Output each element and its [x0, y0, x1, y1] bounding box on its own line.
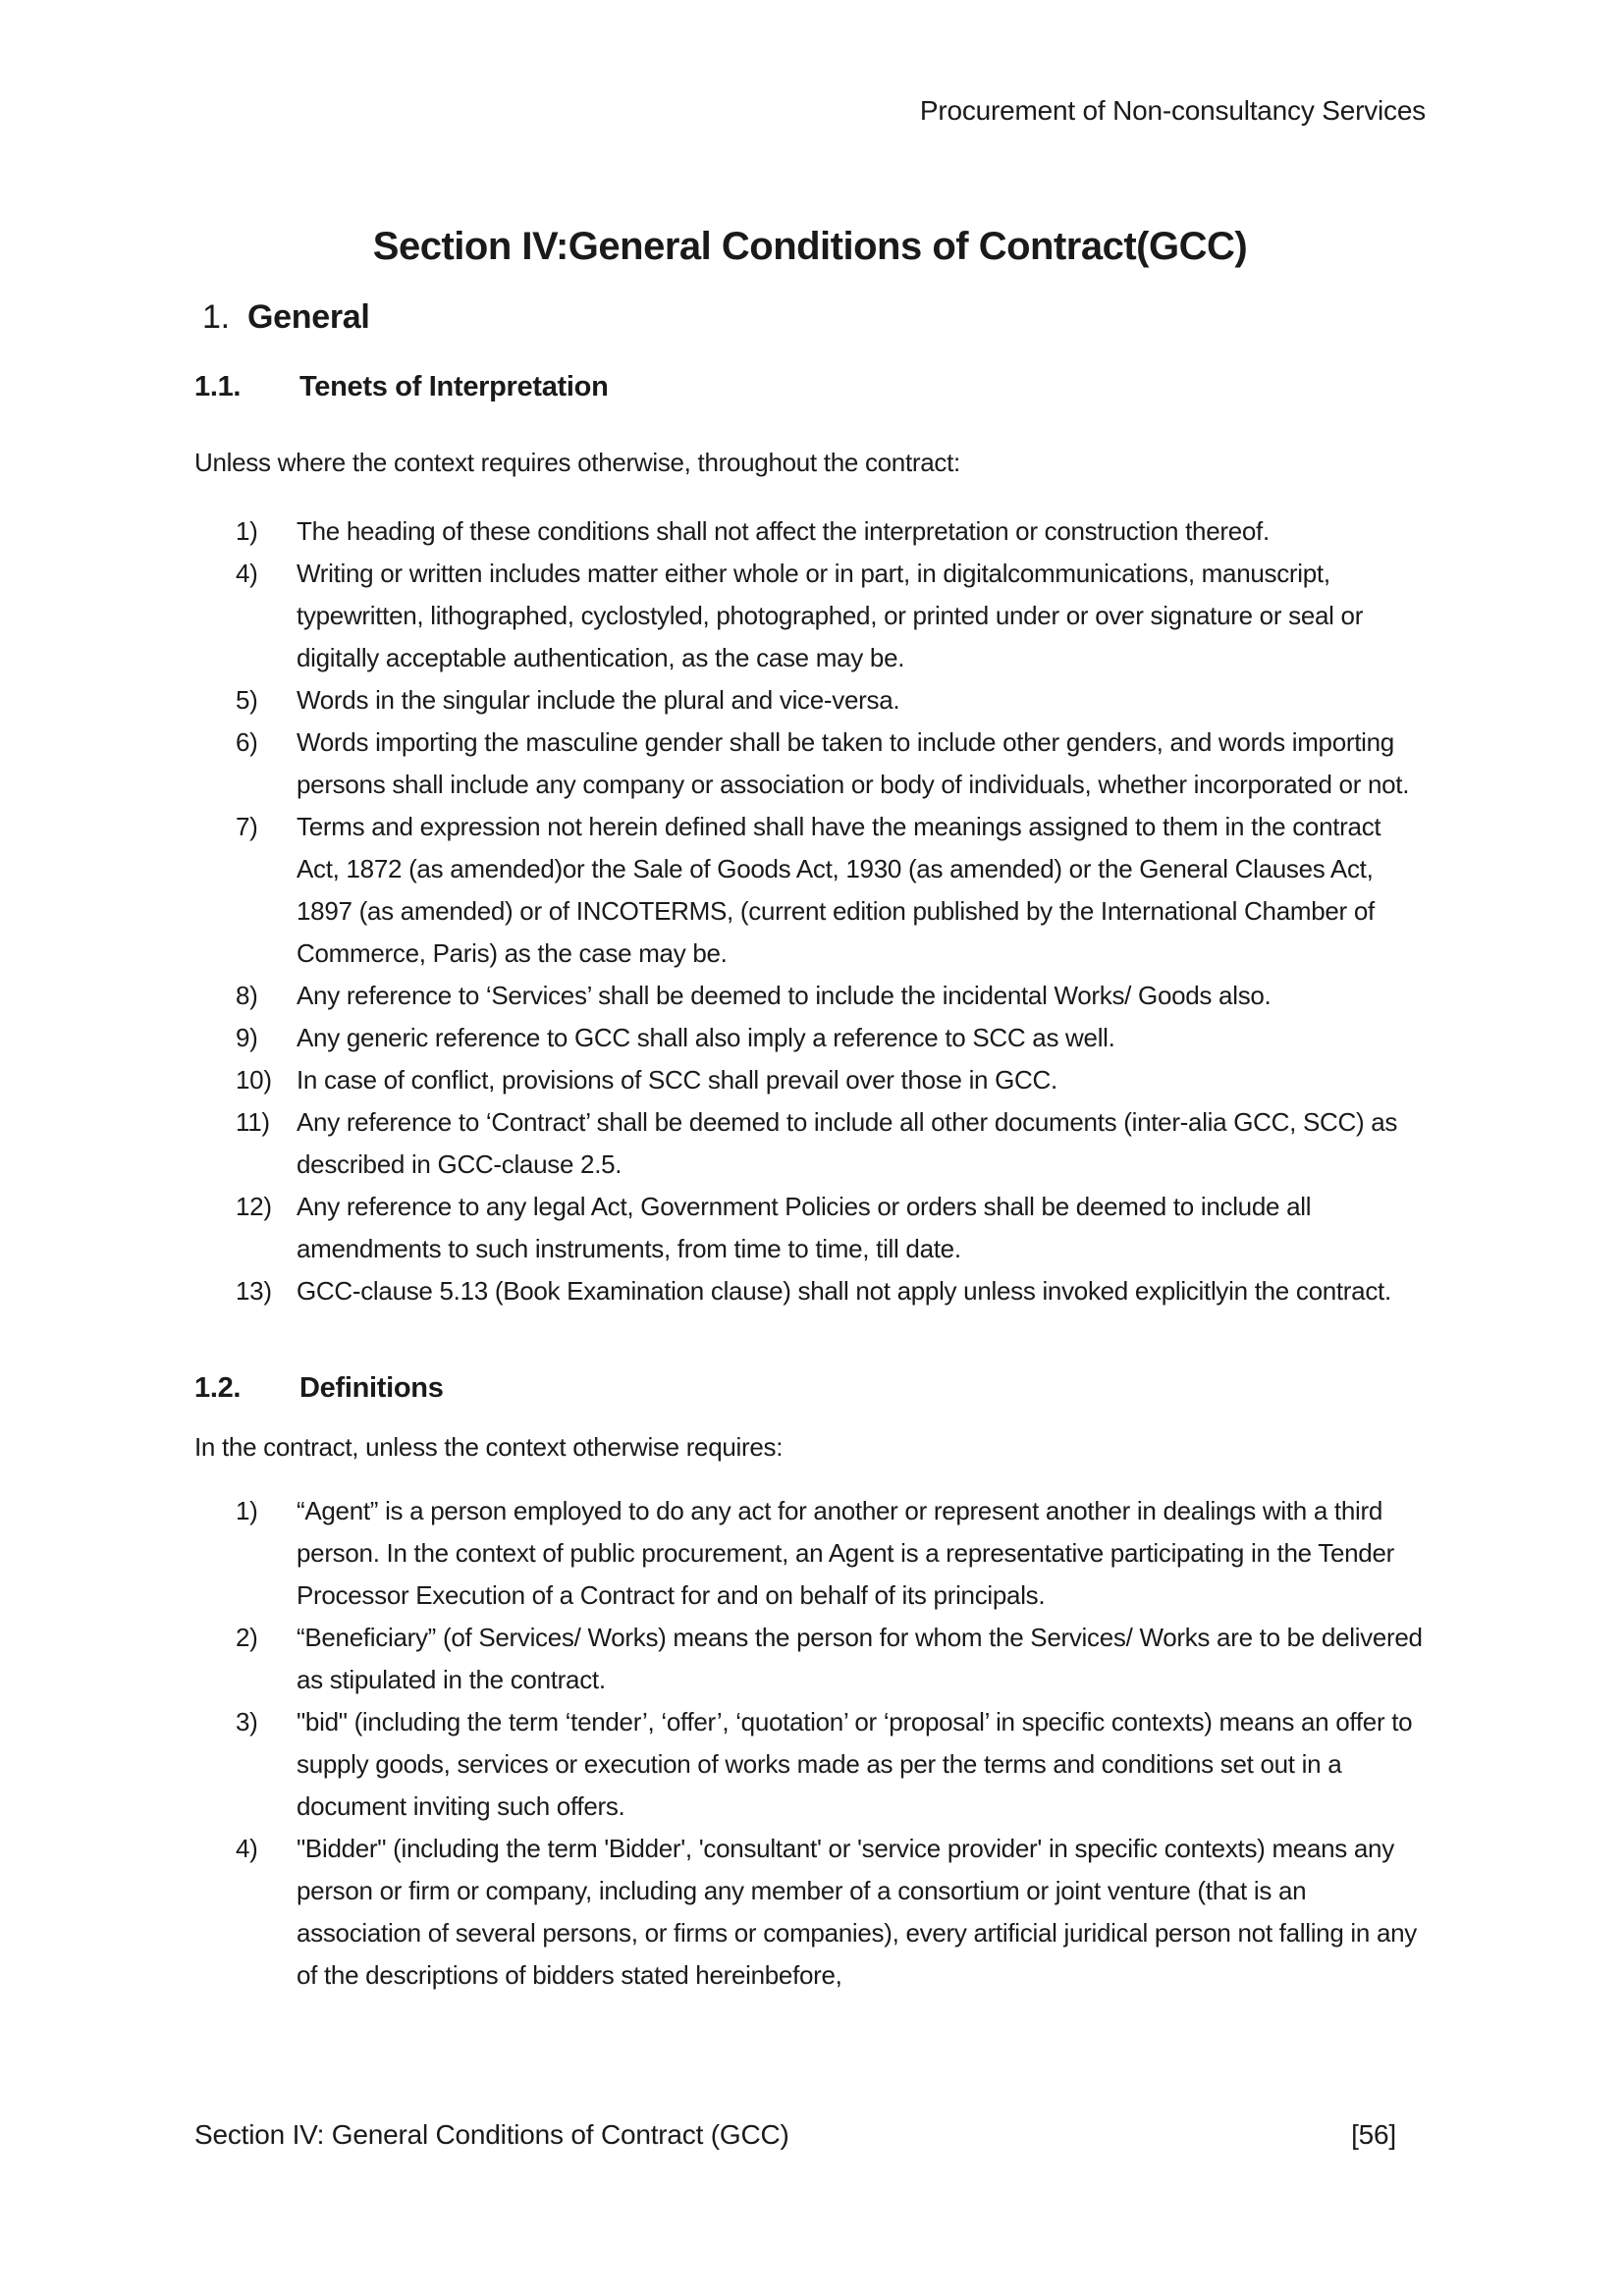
page-footer [194, 2118, 1426, 2151]
item-number: 13) [236, 1276, 272, 1306]
definitions-intro-paragraph: In the contract, unless the context otherwise requires: [194, 1432, 784, 1462]
item-number: 2) [236, 1623, 258, 1652]
list-item [194, 806, 1426, 975]
tenets-list [194, 510, 1426, 1312]
section-number: 1. [202, 298, 230, 336]
list-item [194, 1490, 1426, 1617]
item-number: 12) [236, 1192, 272, 1221]
item-text: Words in the singular include the plural and vice-versa. [297, 685, 900, 715]
list-item [194, 975, 1426, 1017]
item-text: “Agent” is a person employed to do any act for another or represent another in dealings with a third person. In the context of public procurement, an Agent is a representative participating in the Tender Processor Execution of a Contract for and on behalf of its principals. [297, 1496, 1394, 1610]
document-title: Section IV:General Conditions of Contract(GCC) [372, 225, 1248, 268]
item-number: 7) [236, 812, 258, 841]
item-number: 5) [236, 685, 258, 715]
item-text: "Bidder" (including the term 'Bidder', 'consultant' or 'service provider' in specific contexts) means any person or firm or company, including any member of a consortium or joint venture (that is an association of several persons, or firms or companies), every artificial juridical person not falling in any of the descriptions of bidders stated hereinbefore, [297, 1834, 1418, 1990]
item-number: 4) [236, 559, 258, 588]
list-item [194, 1828, 1426, 1997]
item-number: 6) [236, 727, 258, 757]
list-item [194, 1059, 1426, 1101]
list-item [194, 1186, 1426, 1270]
item-text: GCC-clause 5.13 (Book Examination clause) shall not apply unless invoked explicitlyin the contract. [297, 1276, 1391, 1306]
item-number: 10) [236, 1065, 272, 1095]
list-item [194, 721, 1426, 806]
subsection-number: 1.1. [194, 371, 242, 402]
item-number: 1) [236, 516, 258, 546]
subsection-heading-definitions [194, 1368, 1426, 1408]
section-title: General [247, 298, 370, 336]
tenets-intro-paragraph: Unless where the context requires otherwise, throughout the contract: [194, 448, 960, 477]
item-text: In case of conflict, provisions of SCC shall prevail over those in GCC. [297, 1065, 1057, 1095]
item-text: Any generic reference to GCC shall also imply a reference to SCC as well. [297, 1023, 1115, 1052]
item-number: 8) [236, 981, 258, 1010]
item-number: 11) [236, 1107, 270, 1137]
footer-section-label: Section IV: General Conditions of Contract (GCC) [194, 2119, 789, 2150]
list-item [194, 679, 1426, 721]
list-item [194, 1101, 1426, 1186]
item-number: 1) [236, 1496, 258, 1525]
item-text: "bid" (including the term ‘tender’, ‘offer’, ‘quotation’ or ‘proposal’ in specific contexts) means an offer to supply goods, services or execution of works made as per the terms and conditions set out in a document inviting such offers. [297, 1707, 1413, 1821]
item-text: Terms and expression not herein defined shall have the meanings assigned to them in the contract Act, 1872 (as amended)or the Sale of Goods Act, 1930 (as amended) or the General Clauses Act, 1897 (as amended) or of INCOTERMS, (current edition published by the International Chamber of Commerce, Paris) as the case may be. [297, 812, 1381, 968]
section-heading-general [202, 294, 1426, 340]
definitions-list [194, 1490, 1426, 1997]
item-number: 9) [236, 1023, 258, 1052]
subsection-heading-tenets [194, 367, 1426, 406]
list-item [194, 510, 1426, 553]
item-text: Writing or written includes matter either whole or in part, in digitalcommunications, manuscript, typewritten, lithographed, cyclostyled, photographed, or printed under or over signature or seal or digitally acceptable authentication, as the case may be. [297, 559, 1364, 672]
list-item [194, 1617, 1426, 1701]
subsection-title: Tenets of Interpretation [299, 371, 609, 402]
list-item [194, 1017, 1426, 1059]
list-item [194, 553, 1426, 679]
list-item [194, 1270, 1426, 1312]
subsection-title: Definitions [299, 1372, 444, 1404]
item-text: Words importing the masculine gender shall be taken to include other genders, and words importing persons shall include any company or association or body of individuals, whether incorporated or not. [297, 727, 1410, 799]
item-text: Any reference to ‘Services’ shall be deemed to include the incidental Works/ Goods also. [297, 981, 1272, 1010]
subsection-number: 1.2. [194, 1372, 242, 1404]
item-text: “Beneficiary” (of Services/ Works) means the person for whom the Services/ Works are to be delivered as stipulated in the contract. [297, 1623, 1423, 1694]
list-item [194, 1701, 1426, 1828]
page-header-text: Procurement of Non-consultancy Services [919, 95, 1426, 126]
page-content [194, 0, 1426, 1997]
item-number: 3) [236, 1707, 258, 1736]
footer-page-number: [56] [1351, 2119, 1396, 2150]
item-number: 4) [236, 1834, 258, 1863]
item-text: Any reference to ‘Contract’ shall be deemed to include all other documents (inter-alia GCC, SCC) as described in GCC-clause 2.5. [297, 1107, 1398, 1179]
item-text: The heading of these conditions shall not affect the interpretation or construction thereof. [297, 516, 1270, 546]
item-text: Any reference to any legal Act, Government Policies or orders shall be deemed to include all amendments to such instruments, from time to time, till date. [297, 1192, 1312, 1263]
